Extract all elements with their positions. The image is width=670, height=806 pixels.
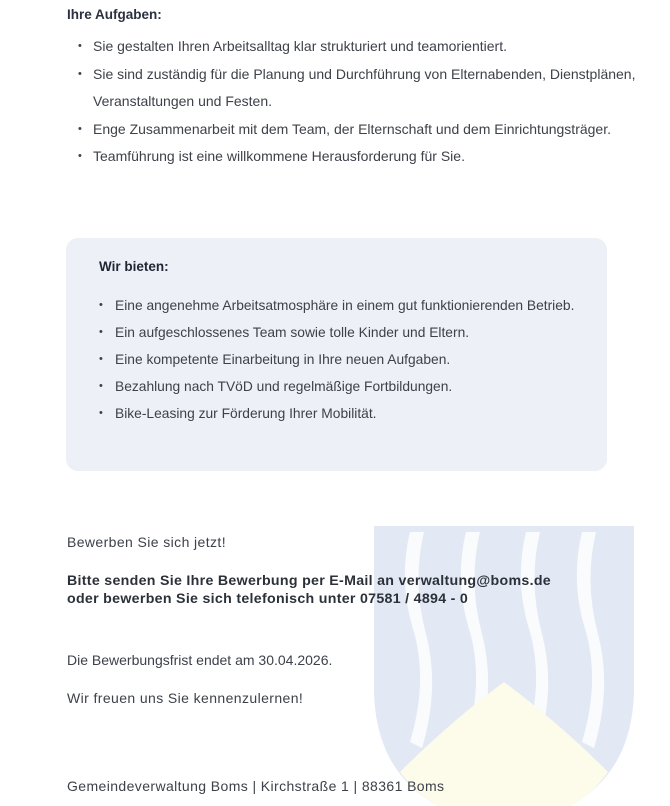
offer-item: • Eine angenehme Arbeitsatmosphäre in einem gut funktionierenden Betrieb. <box>99 292 589 319</box>
task-item: • Sie gestalten Ihren Arbeitsalltag klar strukturiert und teamorientiert. <box>78 33 638 61</box>
task-item: • Enge Zusammenarbeit mit dem Team, der Elternschaft und dem Einrichtungsträger. <box>78 116 638 144</box>
offer-item: • Ein aufgeschlossenes Team sowie tolle Kinder und Eltern. <box>99 319 589 346</box>
offer-item: • Bezahlung nach TVöD und regelmäßige Fortbildungen. <box>99 373 589 400</box>
application-deadline: Die Bewerbungsfrist endet am 30.04.2026. <box>67 652 333 668</box>
offers-heading: Wir bieten: <box>99 259 169 274</box>
task-item: • Sie sind zuständig für die Planung und Durchführung von Elternabenden, Dienstplänen, Veranstaltungen und Festen. <box>78 61 638 116</box>
footer-address: Gemeindeverwaltung Boms | Kirchstraße 1 | 88361 Boms <box>67 778 445 794</box>
call-to-action: Bewerben Sie sich jetzt! <box>67 534 227 550</box>
task-item: • Teamführung ist eine willkommene Herausforderung für Sie. <box>78 143 638 171</box>
offers-box <box>66 238 607 471</box>
coat-of-arms-watermark-icon <box>370 522 638 806</box>
offer-item: • Bike-Leasing zur Förderung Ihrer Mobilität. <box>99 400 589 427</box>
tasks-heading: Ihre Aufgaben: <box>67 7 162 22</box>
application-instructions: Bitte senden Sie Ihre Bewerbung per E-Mail an verwaltung@boms.de oder bewerben Sie sich telefonisch unter 07581 / 4894 - 0 <box>67 573 551 607</box>
tasks-list <box>78 33 638 171</box>
offers-list <box>99 292 589 427</box>
closing-greeting: Wir freuen uns Sie kennenzulernen! <box>67 690 304 706</box>
offer-item: • Eine kompetente Einarbeitung in Ihre neuen Aufgaben. <box>99 346 589 373</box>
